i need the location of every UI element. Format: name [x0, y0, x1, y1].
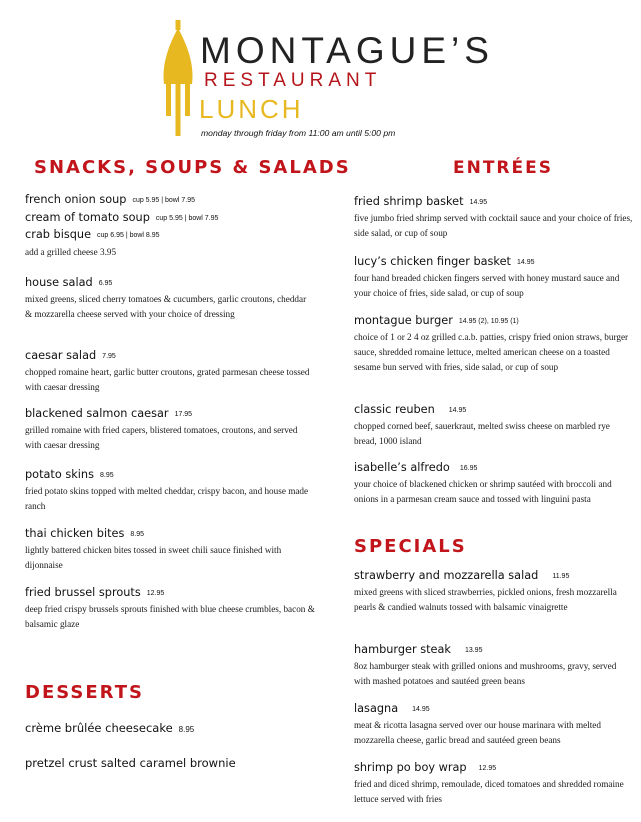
menu-item-price: 14.95 (2), 10.95 (1): [458, 318, 519, 325]
menu-item-name: thai chicken bites 8.95: [25, 527, 145, 540]
menu-item-name: crab bisque cup 6.95 | bowl 8.95: [25, 228, 160, 241]
menu-item: [354, 701, 634, 748]
menu-item-name: lasagna 14.95: [354, 702, 430, 715]
menu-item: [354, 402, 634, 449]
menu-item-name: strawberry and mozzarella salad 11.95: [354, 569, 570, 582]
menu-item: [25, 275, 315, 322]
section-title-entrees: ENTRÉES: [453, 158, 553, 178]
menu-item-name: shrimp po boy wrap 12.95: [354, 761, 497, 774]
menu-item-price: 6.95: [98, 280, 113, 287]
service-hours: monday through friday from 11:00 am until 5:00 pm: [201, 128, 396, 138]
menu-header: [0, 0, 641, 140]
menu-item-name: fried brussel sprouts 12.95: [25, 586, 165, 599]
menu-item-price: 13.95: [464, 647, 483, 654]
menu-item: [25, 406, 315, 453]
restaurant-subtitle: RESTAURANT: [204, 70, 382, 91]
dessert-item: [25, 721, 194, 735]
menu-item-description: chopped corned beef, sauerkraut, melted swiss cheese on marbled rye bread, 1000 island: [354, 421, 610, 446]
menu-item-price: 17.95: [174, 411, 193, 418]
menu-item-description: mixed greens, sliced cherry tomatoes & cucumbers, garlic croutons, cheddar & mozzarella cheese served with your choice of dressing: [25, 294, 307, 319]
menu-item-name: house salad 6.95: [25, 276, 113, 289]
menu-item-price: 16.95: [459, 465, 478, 472]
menu-item: [354, 254, 634, 301]
menu-item-price: 12.95: [146, 590, 165, 597]
menu-item-name: montague burger 14.95 (2), 10.95 (1): [354, 314, 519, 327]
menu-item-description: your choice of blackened chicken or shrimp sautéed with broccoli and onions in a parmesan cream sauce and tossed with linguini pasta: [354, 479, 612, 504]
menu-item: [25, 526, 315, 573]
menu-item-name: isabelle’s alfredo 16.95: [354, 461, 478, 474]
menu-item-name: cream of tomato soup cup 5.95 | bowl 7.95: [25, 210, 219, 224]
menu-item-price: cup 5.95 | bowl 7.95: [155, 214, 219, 222]
menu-item-description: fried potato skins topped with melted cheddar, crispy bacon, and house made ranch: [25, 486, 309, 511]
menu-item: [354, 313, 634, 375]
menu-item-price: 11.95: [552, 573, 570, 580]
menu-item-description: mixed greens with sliced strawberries, pickled onions, fresh mozzarella pearls & candied walnuts tossed with balsamic vinaigrette: [354, 587, 617, 612]
menu-item-name: pretzel crust salted caramel brownie: [25, 756, 236, 770]
menu-item-price: 14.95: [412, 706, 430, 713]
menu-item-price: 8.95: [130, 531, 145, 538]
menu-item: [354, 642, 634, 689]
menu-item-price: 8.95: [178, 725, 195, 734]
section-title-desserts: DESSERTS: [25, 682, 144, 703]
menu-item-description: fried and diced shrimp, remoulade, diced tomatoes and shredded romaine lettuce served with fries: [354, 779, 624, 804]
menu-item-description: meat & ricotta lasagna served over our house marinara with melted mozzarella cheese, garlic bread and sautéed green beans: [354, 720, 601, 745]
menu-item-name: hamburger steak 13.95: [354, 643, 483, 656]
menu-item: [25, 348, 315, 395]
section-title-snacks: SNACKS, SOUPS & SALADS: [34, 157, 351, 178]
menu-item-name: potato skins 8.95: [25, 468, 114, 481]
soup-note: add a grilled cheese 3.95: [25, 246, 117, 257]
menu-item-price: cup 5.95 | bowl 7.95: [132, 197, 195, 204]
menu-item-description: five jumbo fried shrimp served with cocktail sauce and your choice of fries, side salad, or cup of soup: [354, 213, 633, 238]
menu-item: [354, 194, 634, 241]
menu-item: [354, 760, 634, 807]
menu-item: [25, 467, 315, 514]
menu-item-name: fried shrimp basket 14.95: [354, 195, 488, 208]
menu-item-name: crème brûlée cheesecake: [25, 721, 173, 735]
menu-item: [354, 568, 634, 615]
menu-item-description: chopped romaine heart, garlic butter croutons, grated parmesan cheese tossed with caesar dressing: [25, 367, 310, 392]
menu-item-description: 8oz hamburger steak with grilled onions and mushrooms, gravy, served with mashed potatoes and sautéed green beans: [354, 661, 617, 686]
menu-item-price: 14.95: [469, 199, 488, 206]
menu-item: [354, 460, 634, 507]
section-title-specials: SPECIALS: [354, 536, 467, 557]
menu-name: LUNCH: [199, 94, 304, 124]
menu-item-name: lucy’s chicken finger basket 14.95: [354, 255, 535, 268]
soups-block: [25, 192, 315, 259]
menu-item-price: 14.95: [516, 259, 535, 266]
fork-logo-icon: [160, 20, 196, 136]
menu-item-description: lightly battered chicken bites tossed in sweet chili sauce finished with dijonnaise: [25, 545, 282, 570]
menu-item-price: cup 6.95 | bowl 8.95: [97, 232, 160, 239]
menu-item-price: 12.95: [478, 765, 497, 772]
menu-item-description: four hand breaded chicken fingers served with honey mustard sauce and your choice of fries, side salad, or cup of soup: [354, 273, 620, 298]
menu-item: [25, 585, 315, 632]
menu-item-price: 7.95: [102, 353, 116, 360]
restaurant-name: MONTAGUE’S: [200, 30, 494, 71]
menu-item-description: choice of 1 or 2 4 oz grilled c.a.b. patties, crispy fried onion straws, burger sauce, shredded romaine lettuce, melted american cheese on a toasted sesame bun served with fries, side salad, or cup of soup: [354, 332, 629, 372]
dessert-item: [25, 756, 236, 770]
menu-item-name: classic reuben 14.95: [354, 403, 467, 416]
menu-item-name: caesar salad 7.95: [25, 349, 116, 362]
menu-item-description: grilled romaine with fried capers, blistered tomatoes, croutons, and served with caesar dressing: [25, 425, 298, 450]
menu-item-name: blackened salmon caesar 17.95: [25, 407, 193, 420]
menu-item-description: deep fried crispy brussels sprouts finished with blue cheese crumbles, bacon & balsamic glaze: [25, 604, 315, 629]
menu-item-price: 14.95: [448, 407, 467, 414]
menu-item-price: 8.95: [99, 472, 114, 479]
menu-item-name: french onion soup cup 5.95 | bowl 7.95: [25, 193, 195, 206]
